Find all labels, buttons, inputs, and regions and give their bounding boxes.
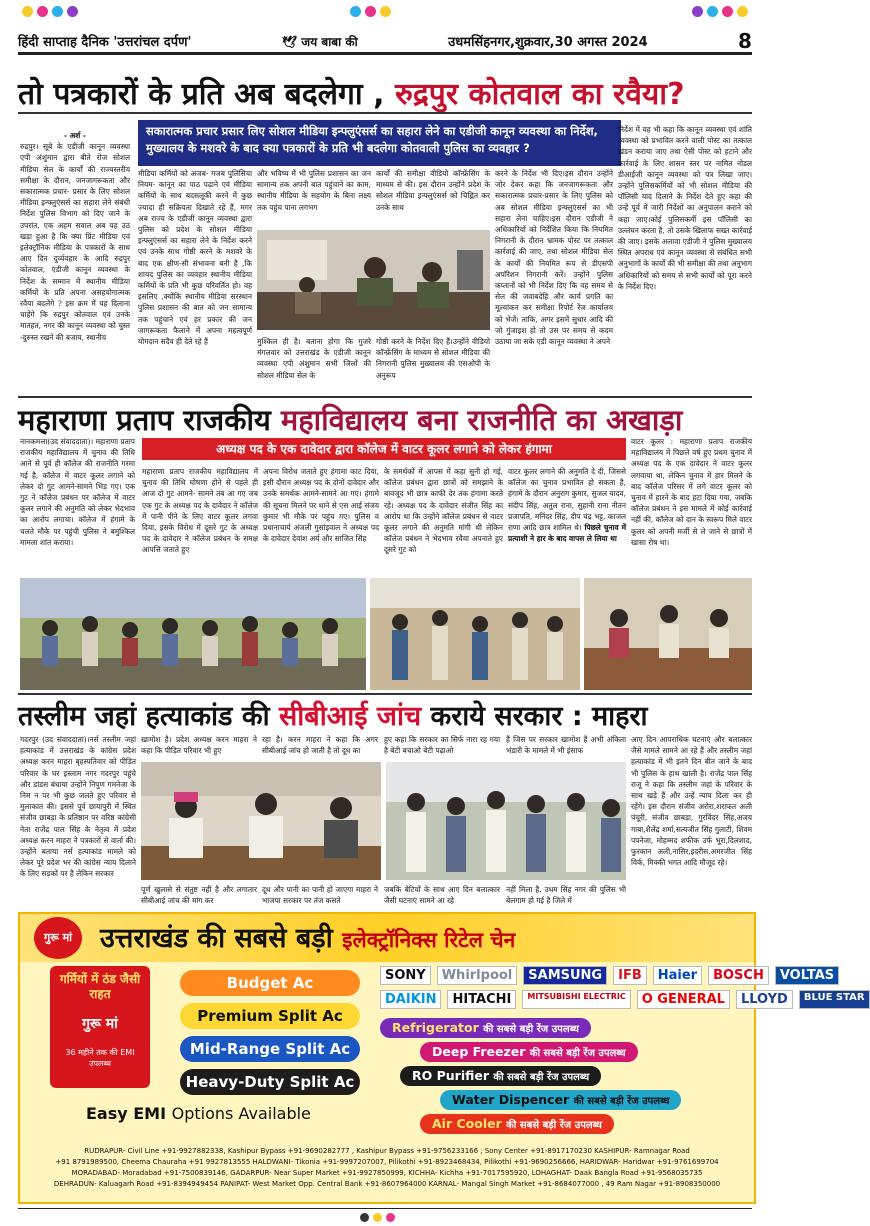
ac-midrange: Mid-Range Split Ac [180,1036,360,1062]
story1-col5: करने के निर्देश भी दिए।इस दौरान उन्होंने जोर देकर कहा कि जनजागरूकता और सकारात्मक प्रचार-प्रसार के लिए पुलिस को अब सोशल मीडिया इन्फ्लुएंसर्स का भी सहारा लेना चाहिए।इस दौरान एडीजी ने अधिकारियों को निर्देशित किया कि नियमित निगरानी के दौरान भ्रामक पोस्ट पर तत्काल कार्रवाई की जाए, तथा सोशल मीडिया सेल के कार्यों की नियमित रूप से डीएसपी अपॉरेशन निगरानी करें। उन्होंने पुलिस कप्तानों को भी निर्देश दिए कि वह समय से सेल की जवाबदेहि और कार्य प्रगति का मूल्यांकन कर समीक्षा रिपोर्ट रेंज कार्यालय को भेजें। ताकि, अगर इसमें सुधार आदि की जो गुंजाइश हो तो उस पर समय से कदम उठाया जा सके एडी कानून व्यवस्था ने अपने [495,169,613,347]
story1-col4-top: कार्यों की समीक्षा वीडियो कॉन्फ्रेंसिंग के माध्यम से की। इस दौरान उन्होंने प्रदेश के सोशल मीडिया इन्फ्लुएंसर्स को चिह्नित कर उनके साथ [376,169,490,212]
brand-lloyd: LLOYD [736,990,793,1009]
dateline: उधमसिंहनगर,शुक्रवार,30 अगस्त 2024 [448,35,648,50]
story1-col2: मीडिया कर्मियों को अजब- गजब पुलिसिया नियम- कानून का पाठ पढ़ाने एवं मीडिया कर्मियों के साथ बदसलूकी करने में कुछ ज्यादा ही सक्रियता दिखाते रहे हैं, मगर अब राज्य के एडीजी कानून व्यवस्था द्वारा पुलिस को प्रदेश के सोशल मीडिया इन्फ्लुएंसर्स का सहारा लेने के निर्देश करने एवं उनके साथ गोष्ठी करने के मशवरे के बाद एक क्षीण-सी संभावना बनी है ,कि शायद पुलिस का व्यवहार स्थानीय मीडिया कर्मियों के प्रति भी कुछ परिवर्तित हो। वह इसलिए ,क्योंकि स्थानीय मीडिया सरस्थान पुलिस प्रशासन की बात को जन सामान्य तक पहुंचाने एवं हर प्रकार की जन जागरूकता फैलाने में अपना महत्वपूर्ण योगदान सदैव ही देते रहे हैं [138,169,252,347]
bird-icon: 🕊 [281,34,298,49]
masthead [18,30,752,55]
brand-sony: SONY [380,966,431,985]
story1-col1: - अर्श - रुद्रपुर। सूबे के एडीजी कानून व्यवस्था एपी अंशुमान द्वारा बीते रोज सोशल मीडिया सेल के कार्यों की राज्यस्तरीय समीक्षा के दौरान, जनजागरूकता और सकारात्मक प्रचार- प्रसार के लिए सोशल मीडिया इन्फ्लुएंसर्स का सहारा लेने संबंधी निर्देश पुलिस विभाग को दिए जाने के उपरांत, एक अहम सवाल अब यह उठ खड़ा हुआ है कि क्या प्रिंट मीडिया एवं इलेक्ट्रॉनिक मीडिया के पत्रकारों के साथ आए दिन दुर्व्यवहार के आदि रुद्रपुर कोतवाल, एडीजी कानून व्यवस्था के निर्देश के सम्मान में स्थानीय मीडिया कर्मियों के प्रति अपना असहयोगात्मक रवैया बदलेंगे ? इस क्रम में यह दिलाना चाहेंगे कि रुद्रपुर कोतवाल एवं उनके मातहत, नगर की कानून व्यवस्था को चुस्त -दुरुस्त रखने की बजाय, स्थानीय [20,131,130,342]
ad-logo-small: गुरू मां [82,1016,118,1032]
story2-col1: महाराणा प्रताप राजकीय महाविद्यालय में चुनाव की तिथि घोषणा होने से पहले ही आज दो गुट आमने- सामने तब आ गए जब एक गुट के अध्यक्ष पद के दावेदार ने कॉलेज में पानी पीने के लिए वाटर कूलर लगवा दिया, इसके विरोध में दूसरे गुट के अध्यक्ष पद के दावेदार ने कॉलेज प्रबंधन के समक्ष आपत्ति जताते हुए [142,467,258,555]
brand-daikin: DAIKIN [380,990,441,1009]
advertisement [18,912,865,1204]
brand-whirlpool: Whirlpool [437,966,518,985]
decorative-dots-bottom [360,1213,395,1222]
paper-name: हिंदी साप्ताह दैनिक 'उत्तरांचल दर्पण' [18,35,192,50]
story3-col4-bottom: जबकि बेटियों के साथ आए दिन बलात्कार जैसी घटनाएं सामने आ रहे [384,885,500,906]
story3-col6: आए दिन आपराधिक घटनाएं और बलात्कार जैसे मामले सामने आ रहे हैं और तस्लीम जहां हत्याकांड में भी इतने दिन बीत जाने के बाद भी पुलिस के हाथ खाली है। राजेंद्र पाल सिंह राजू ने कहा कि तस्लीम जहां के परिवार के साथ खड़े हैं और उन्हें न्याय दिला कर ही रहेंगे। इस दौरान संजीव अरोरा,शराफत अली पंचूरी, संजीव छाबड़ा, गुरविंदर सिंह,अजय गाबा,शैलेंद्र शर्मा,सत्यजीत सिंह गुलाटी, शिवम पपनेजा, मोहम्मद शफीक उर्फ भूरा,दिलशाद, फुरकान अली,नासिर,इदरीस,अमरजीत सिंह विर्क, मिक्की भगत आदि मौजूद रहे। [631,735,752,868]
divider [18,396,752,398]
story3-photo-right [386,762,626,880]
brand-ogeneral: O GENERAL [637,990,730,1009]
decorative-dots-left [22,6,78,17]
feature-air-cooler: Air Cooler की सबसे बड़ी रेंज उपलब्ध [420,1114,614,1134]
ac-budget: Budget Ac [180,970,360,996]
story3-col3-top: रहा है। करन माहरा ने कहा कि अगर सीबीआई जांच हो जाती है तो दूध का [262,735,378,756]
ac-heavyduty: Heavy-Duty Split Ac [180,1069,360,1095]
story1-headline: तो पत्रकारों के प्रति अब बदलेगा , रुद्रपुर कोतवाल का रवैया? [18,77,685,112]
story2-headline: महाराणा प्रताप राजकीय महाविद्यालय बना राजनीति का अखाड़ा [18,403,683,437]
story1-photo [257,230,490,330]
story2-col3: के समर्थकों में आपस में कहा सुनी हो गई, कॉलेज प्रबंधन द्वारा छात्रों को समझाने के बावजूद भी छात्र काफी देर तक हंगामा करते रहे। अध्यक्ष पद के दावेदार संजीत सिंह का आरोप था कि उन्होंने कॉलेज प्रबंधन से वाटर कूलर लगाने की अनुमति मांगी थी लेकिन कॉलेज प्रबंधन ने भेदभाव रवैया अपनाते हुए दूसरे गुट को [384,467,503,555]
ad-addresses: RUDRAPUR- Civil Line +91-9927882338, Kashipur Bypass +91-9690282777 , Kashipur Bypass +91-9756233166 , Sony Center +91-8917170230 KASHIPUR- Ramnagar Road +91 8791989500, Cheema Chauraha +91 9927813555 HALDWANI- Tikonia +91-9997207007, Pilikothi +91-8923468434, Pilikothi +91-9690256666, HARIDWAR- Haridwar +91-9761699704 MORADABAD- Moradabad +91-7500839146, GADARPUR- Near Super Market +91-9927850999, KICHHA- Kichha +91-7017595920, LOHAGHAT- Daak Bangla Road +91-9568035735 DEHRADUN- Kaluagarh Road +91-8394949454 PANIPAT- West Market Opp. Central Bank +91-8607964000 KARNAL- Mangal Singh Market +91-8684077000 , 49 Ram Nagar +91-8908350000 [53,1147,721,1188]
ad-header [20,914,754,962]
story2-photo-right [584,578,752,690]
ad-easy-emi: Easy EMI Options Available [86,1104,311,1123]
masthead-motto: 🕊 जय बाबा की [281,34,358,49]
story3-headline: तस्लीम जहां हत्याकांड की सीबीआई जांच कराये सरकार : माहरा [18,701,648,732]
decorative-dots-center [350,6,391,17]
story2-right: वाटर कूलर : महाराणा प्रताप राजकीय महाविद्यालय में पिछले वर्ष हुए प्रथम चुनाव में अध्यक्ष पद के एक दावेदार ने वाटर कूलर लगवाया था, लेकिन चुनाव में हार मिलने के बाद कॉलेज परिसर में लगे वाटर कूलर को चुनाव में हारने के बाद हटा दिया गया, जबकि कॉलेज प्रबंधन ने इस मामले में कोई कार्रवाई नहीं की, कॉलेज को दान के स्वरूप मिले वाटर कूलर को अपनी मर्जी से ले जाने से छात्रों में खासा रोष था। [631,437,753,547]
story2-dek: अध्यक्ष पद के एक दावेदार द्वारा कॉलेज में वाटर कूलर लगाने को लेकर हंगामा [142,438,626,460]
story1-dek: सकारात्मक प्रचार प्रसार लिए सोशल मीडिया इन्फ्लुएंसर्स का सहारा लेने का एडीजी कानून व्यवस्था का निर्देश, मुख्यालय के मशवरे के बाद क्या पत्रकारों के प्रति भी बदलेगा कोतवाली पुलिस का व्यवहार ? [138,120,621,166]
divider [18,112,752,114]
decorative-dots-right [692,6,748,17]
feature-refrigerator: Refrigerator की सबसे बड़ी रेंज उपलब्ध [380,1018,591,1038]
story2-photo-middle [370,578,580,690]
story2-col4: वाटर कूलर लगाने की अनुमति दे दी, जिससे कॉलेज का चुनाव प्रभावित हो सकता है, हंगामे के दौरान अनुराग कुमार, सुजल यादव, संदीप सिंह, अतुल राना, सुहानी राना नीतन प्रजापति, मनिंदर सिंह, दीप चंद्र भट्ट, काजल राणा आदि छात्र शामिल थे। पिछले चुनाव में प्रत्याशी ने हार के बाद वापस ले लिया था [508,467,626,544]
brand-bluestar: BLUE STAR [799,990,870,1009]
ad-summer-box: गर्मियों में ठंड जैसी राहत गुरू मां 36 महीने तक की EMI उपलब्ध [50,966,150,1088]
page-number: 8 [738,29,752,53]
brand-samsung: SAMSUNG [523,966,607,985]
story3-photo-left [141,762,381,880]
story2-left: नानकमत्ता(उद संवाददाता)। महाराणा प्रताप राजकीय महाविद्यालय में चुनाव की तिथि आने से पूर्व ही कॉलेज की राजनीति गरमा गई है, कॉलेज में वाटर कूलर लगाने को लेकर दो गुट आमने-सामने भिड़ गए। एक गुट ने कॉलेज प्रबंधन पर कॉलेज में वाटर कूलर लगाने की अनुमति को लेकर भेदभाव का आरोप लगाया। कॉलेज में हंगामे के चलते मौके पर पहुंची पुलिस ने बमुश्किल मामला शांत कराया। [20,437,135,547]
divider [18,693,752,695]
brand-bosch: BOSCH [708,966,769,985]
story2-col2: अपना विरोध जताते हुए हंगामा काट दिया, इसी दौरान अध्यक्ष पद के दोनों दावेदार और उनके समर्थक आमने-सामने आ गए। हंगामे की सूचना मिलने पर थाने से एस आई संजय कुमार भी मौके पर पहुंच गए। पुलिस व प्रधानाचार्य अंजली गुसांइवाल ने अध्यक्ष पद के दावेदार देवांश अर्य और साजित सिंह [263,467,379,544]
story3-col1: गदरपुर (उद संवाददाता)।नर्स तस्लीम जहां हत्याकांड में उत्तराखंड के कांग्रेस प्रदेश अध्यक्ष करन माहरा बृहस्पतिवार को पीड़ित परिवार के घर इस्लाम नगर गदरपुर पहुंचे और डांडस बंधाया उन्होंने निपुण गमनेजा के निम न पर भी कुछ जलते हुए परिवार से मुलाकात की। इससे पूर्व छायापुरी में स्थित संजीव छाबड़ा के प्रतिष्ठान पर वरिष्ठ कांग्रेसी नेता राजेंद्र पाल सिंह के नेतृत्व में प्रदेश अध्यक्ष करन माहरा ने पत्रकारों से वार्ता की। उन्होंने बताया नर्स हत्याकांड मामले को लेकर पूरे प्रदेश भर की कांग्रेस न्याय दिलाने के लिए सड़कों पर है लेकिन सरकार [20,735,136,879]
story3-col2-top: खामोश है। प्रदेश अध्यक्ष करन माहरा ने कहा कि पीड़ित परिवार भी हुए [141,735,257,756]
ad-title: उत्तराखंड की सबसे बड़ी इलेक्ट्रॉनिक्स रिटेल चेन [100,923,516,954]
story3-col2-bottom: पूर्ण खुलासे से संतुष्ट नहीं है और लगातार सीबीआई जांच की मांग कर [141,885,257,906]
brand-hitachi: HITACHI [447,990,516,1009]
story1-col6: निर्देश में यह भी कहा कि कानून व्यवस्था एवं शांति व्यवस्था को प्रभावित करने वाली पोस्ट का तत्काल खंडन कराया जाए तथा ऐसी पोस्ट को हटाने और कार्रवाई के लिए शासन स्तर पर नामित नोडल डीआईजी कानून व्यवस्था को पत्र लिखा जाए।उन्होंने पुलिसकर्मियों को भी सोशल मीडिया की पॉलिसी याद दिलाने के निर्देश देते हुए कहा की उन्हें पूर्व में जारी निर्देशों का अनुपालन कराने को कहा जाए।कोई पुलिसकर्मी इस पॉलिसी का उल्लंघन करता है, तो उसके खिलाफ सख्त कार्रवाई की जाए। इसके अलावा एडीजी ने पुलिस मुख्यालय स्थित अपराध एवं कानून व्यवस्था से संबंधित सभी अनुभागों के कार्यों की भी समीक्षा की तथा अनुभाग अधिकारियों को समय से सभी कार्यों को पूरा करने के निर्देश दिए। [618,125,752,291]
feature-deep-freezer: Deep Freezer की सबसे बड़ी रेंज उपलब्ध [420,1042,638,1062]
story1-col3-bottom: मुश्किल ही है। बताना होगा कि गुजरे मंगलवार को उत्तराखंड के एडीजी कानून व्यवस्था एपी अंशुमान सभी जिलों की सोशल मीडिया सेल के [257,337,371,380]
ad-logo: गुरू मां [34,917,82,959]
story3-col5-bottom: नहीं मिला है, उधम सिंह नगर की पुलिस भी बेलगाम हो गई है जिले में [506,885,626,906]
story3-col5-top: हैं जिस पर सरकार खामोश है अभी अंकिता भंडारी के मामले में भी इंसाफ [506,735,626,756]
feature-water-dispencer: Water Dispencer की सबसे बड़ी रेंज उपलब्ध [440,1090,681,1110]
brand-mitsubishi: MITSUBISHI ELECTRIC [522,990,630,1009]
brand-ifb: IFB [613,966,647,985]
brand-haier: Haier [653,966,702,985]
story3-col3-bottom: दूध और पानी का पानी हो जाएगा माहरा ने भाजपा सरकार पर तंज कसते [262,885,378,906]
story2-photo-left [20,578,366,690]
story1-col3-top: और भविष्य में भी पुलिस प्रशासन का जन सामान्य तक अपनी बात पहुंचाने का काम, स्थानीय मीडिया के सहयोग के बिना लक्ष्य तक पहुंच पाना लगभग [257,169,371,212]
story3-col4-top: हुए कहा कि सरकार का सिर्फ नारा रह गया है बेटी बचाओ बेटी पढ़ाओ [384,735,500,756]
ac-premium: Premium Split Ac [180,1003,360,1029]
story1-col4-bottom: गोष्ठी करने के निर्देश दिए हैं।उन्होंने वीडियो कॉन्फ्रेंसिंग के माध्यम से सोशल मीडिया की निगरानी पुलिस मुख्यालय की एसओपी के अनुरूप [376,337,490,380]
feature-ro-purifier: RO Purifier की सबसे बड़ी रेंज उपलब्ध [400,1066,601,1086]
brand-voltas: VOLTAS [775,966,839,985]
ad-brands [380,966,865,1014]
